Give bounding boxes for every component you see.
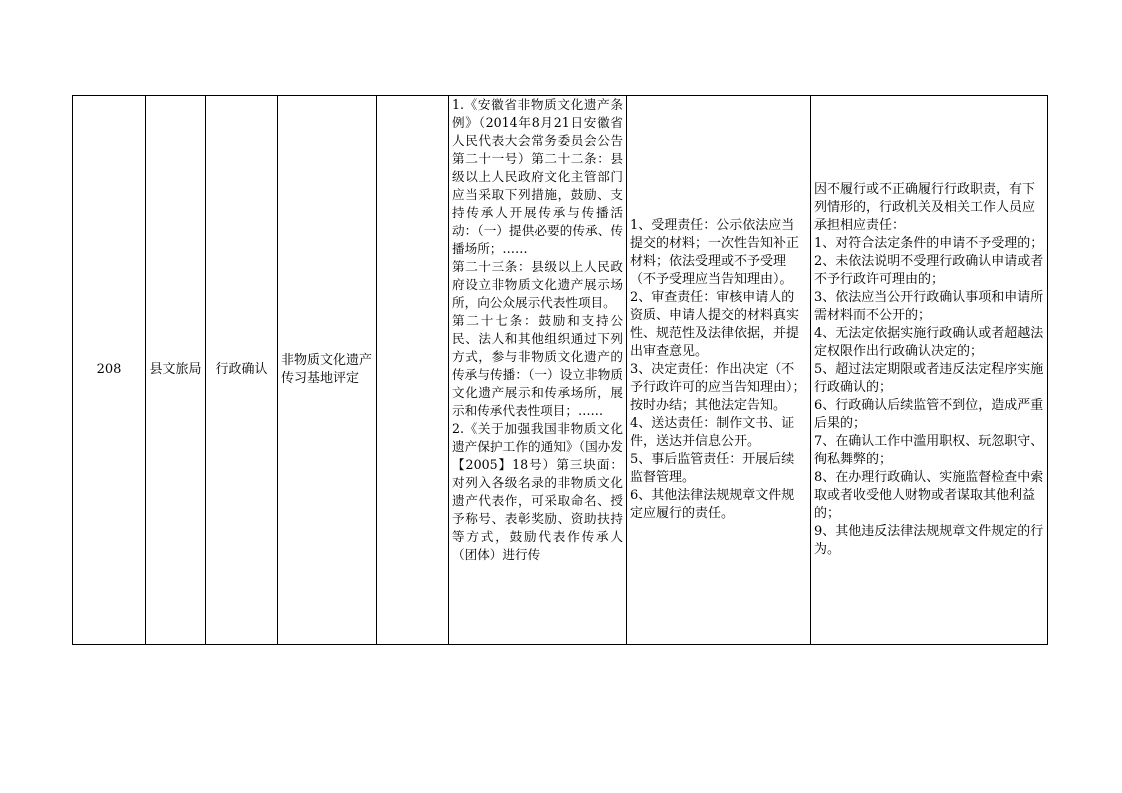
liability-item: 1、对符合法定条件的申请不予受理的； [814, 236, 1044, 251]
liability-cell [811, 96, 1048, 645]
liability-item: 3、依法应当公开行政确认事项和申请所需材料而不公开的； [814, 290, 1044, 323]
row-number-cell: 208 [73, 96, 146, 645]
liability-item: 6、行政确认后续监管不到位，造成严重后果的； [814, 398, 1044, 431]
legal-basis-paragraph: 第二十七条：鼓励和支持公民、法人和其他组织通过下列方式，参与非物质文化遗产的传承与传播：（一）设立非物质文化遗产展示和传承场所，展示和传承代表性项目；…… [452, 313, 623, 418]
item-name-cell: 非物质文化遗产传习基地评定 [278, 96, 377, 645]
liability-item: 7、在确认工作中滥用职权、玩忽职守、徇私舞弊的； [814, 434, 1044, 467]
responsibility-item: 2、审查责任：审核申请人的资质、申请人提交的材料真实性、规范性及法律依据，并提出审查意见。 [630, 290, 800, 359]
responsibility-item: 3、决定责任：作出决定（不予行政许可的应当告知理由）；按时办结；其他法定告知。 [630, 362, 806, 413]
department-cell: 县文旅局 [146, 96, 206, 645]
power-type-cell: 行政确认 [206, 96, 278, 645]
legal-basis-paragraph: 1.《安徽省非物质文化遗产条例》（2014年8月21日安徽省人民代表大会常务委员会公告第二十一号）第二十二条：县级以上人民政府文化主管部门应当采取下列措施，鼓励、支持传承人开展传承与传播活动：（一）提供必要的传承、传播场所；…… [452, 97, 623, 256]
legal-basis-cell [449, 96, 627, 645]
responsibility-item: 6、其他法律法规规章文件规定应履行的责任。 [630, 488, 795, 521]
liability-item: 5、超过法定期限或者违反法定程序实施行政确认的； [814, 362, 1044, 395]
sub-item-cell [377, 96, 449, 645]
legal-basis-paragraph: 2.《关于加强我国非物质文化遗产保护工作的通知》（国办发【2005】18号）第三块面：对列入各级名录的非物质文化遗产代表作，可采取命名、授予称号、表彰奖励、资助扶持等方式，鼓励代表作传承人（团体）进行传 [452, 421, 623, 562]
responsibility-item: 5、事后监管责任：开展后续监督管理。 [630, 452, 795, 485]
liability-item: 8、在办理行政确认、实施监督检查中索取或者收受他人财物或者谋取其他利益的； [814, 470, 1044, 521]
responsibility-item: 1、受理责任：公示依法应当提交的材料；一次性告知补正材料；依法受理或不予受理（不予受理应当告知理由）。 [630, 218, 800, 287]
liability-item: 4、无法定依据实施行政确认或者超越法定权限作出行政确认决定的； [814, 326, 1044, 359]
responsibility-item: 4、送达责任：制作文书、证件，送达并信息公开。 [630, 416, 795, 449]
liability-item: 9、其他违反法律法规规章文件规定的行为。 [814, 524, 1044, 557]
table-row [73, 96, 1048, 645]
liability-intro: 因不履行或不正确履行行政职责，有下列情形的，行政机关及相关工作人员应承担相应责任： [814, 182, 1036, 233]
legal-basis-paragraph: 第二十三条：县级以上人民政府设立非物质文化遗产展示场所，向公众展示代表性项目。 [452, 259, 623, 310]
responsibility-cell [627, 96, 811, 645]
liability-item: 2、未依法说明不受理行政确认申请或者不予行政许可理由的； [814, 254, 1044, 287]
power-list-table [72, 95, 1048, 645]
